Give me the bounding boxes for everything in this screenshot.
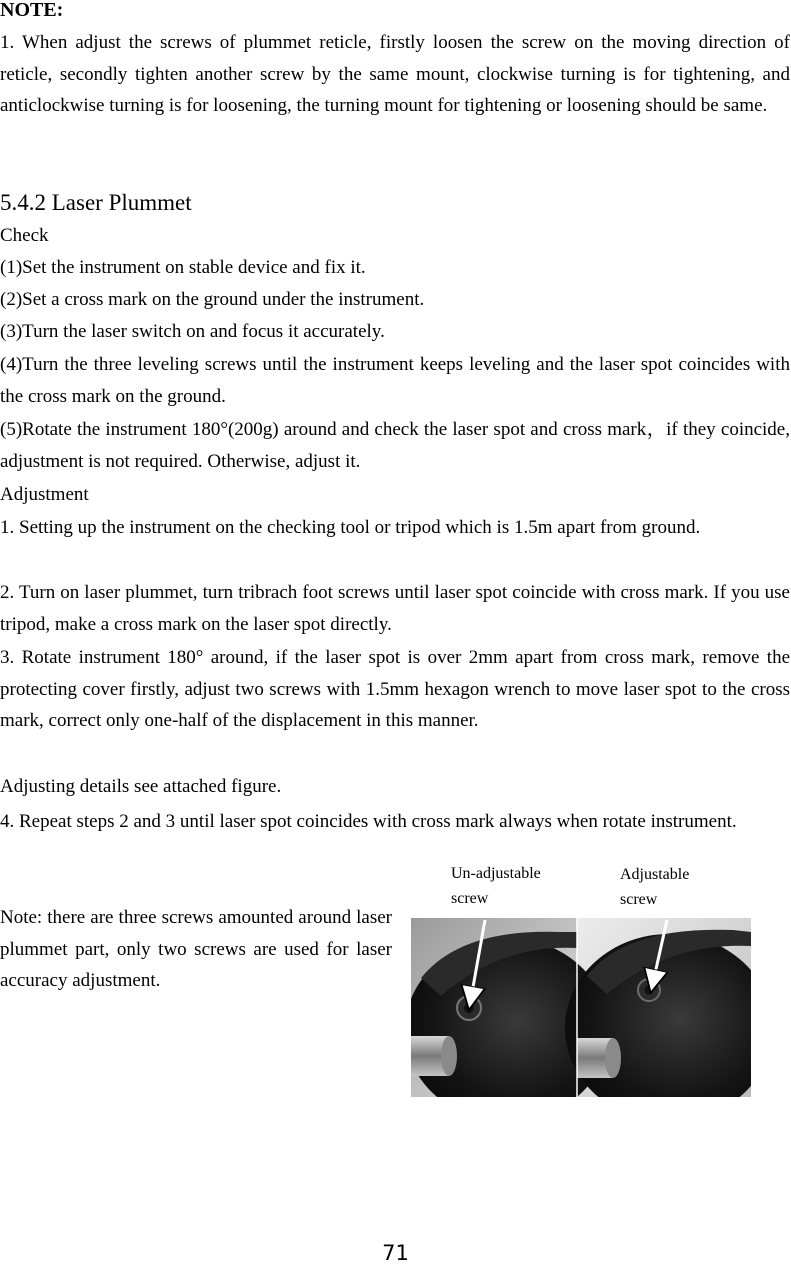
check-step-4: (4)Turn the three leveling screws until the instrument keeps leveling and the laser spot coincides with the cross mark on the ground. (0, 354, 790, 407)
check-step-5: (5)Rotate the instrument 180°(200g) around and check the laser spot and cross mark，if they coincide, adjustment is not required. Otherwise, adjust it. (0, 419, 790, 472)
page-number: 71 (382, 1241, 409, 1265)
arrow-to-unadjustable-screw (470, 920, 485, 1004)
adjust-step-2: 2. Turn on laser plummet, turn tribrach foot screws until laser spot coincide with cross mark. If you use tripod, make a cross mark on the laser spot directly. (0, 582, 790, 635)
adjust-step-4: 4. Repeat steps 2 and 3 until laser spot coincides with cross mark always when rotate instrument. (0, 811, 737, 832)
adjustable-screw-label: Adjustable screw (620, 866, 690, 908)
check-step-3: (3)Turn the laser switch on and focus it accurately. (0, 321, 385, 342)
arrow-to-adjustable-screw (652, 920, 667, 987)
note-heading: NOTE: (0, 0, 64, 21)
adjusting-details-line: Adjusting details see attached figure. (0, 776, 282, 797)
adjust-step-1: 1. Setting up the instrument on the checking tool or tripod which is 1.5m apart from ground. (0, 517, 701, 538)
unadjustable-screw-label: Un-adjustable screw (451, 865, 541, 907)
check-step-2: (2)Set a cross mark on the ground under the instrument. (0, 289, 425, 310)
screws-note: Note: there are three screws amounted around laser plummet part, only two screws are used for laser accuracy adjustment. (0, 907, 392, 992)
note-paragraph: 1. When adjust the screws of plummet reticle, firstly loosen the screw on the moving direction of reticle, secondly tighten another screw by the same mount, clockwise turning is for tightening, and anticlockwise turning is for loosening, the turning mount for tightening or loosening should be same. (0, 32, 790, 117)
section-title: 5.4.2 Laser Plummet (0, 190, 192, 215)
check-step-1: (1)Set the instrument on stable device and fix it. (0, 257, 366, 278)
adjustment-label: Adjustment (0, 484, 89, 505)
check-label: Check (0, 225, 49, 246)
adjust-step-3: 3. Rotate instrument 180° around, if the laser spot is over 2mm apart from cross mark, remove the protecting cover firstly, adjust two screws with 1.5mm hexagon wrench to move laser spot to the cross mark, correct only one-half of the displacement in this manner. (0, 647, 790, 732)
